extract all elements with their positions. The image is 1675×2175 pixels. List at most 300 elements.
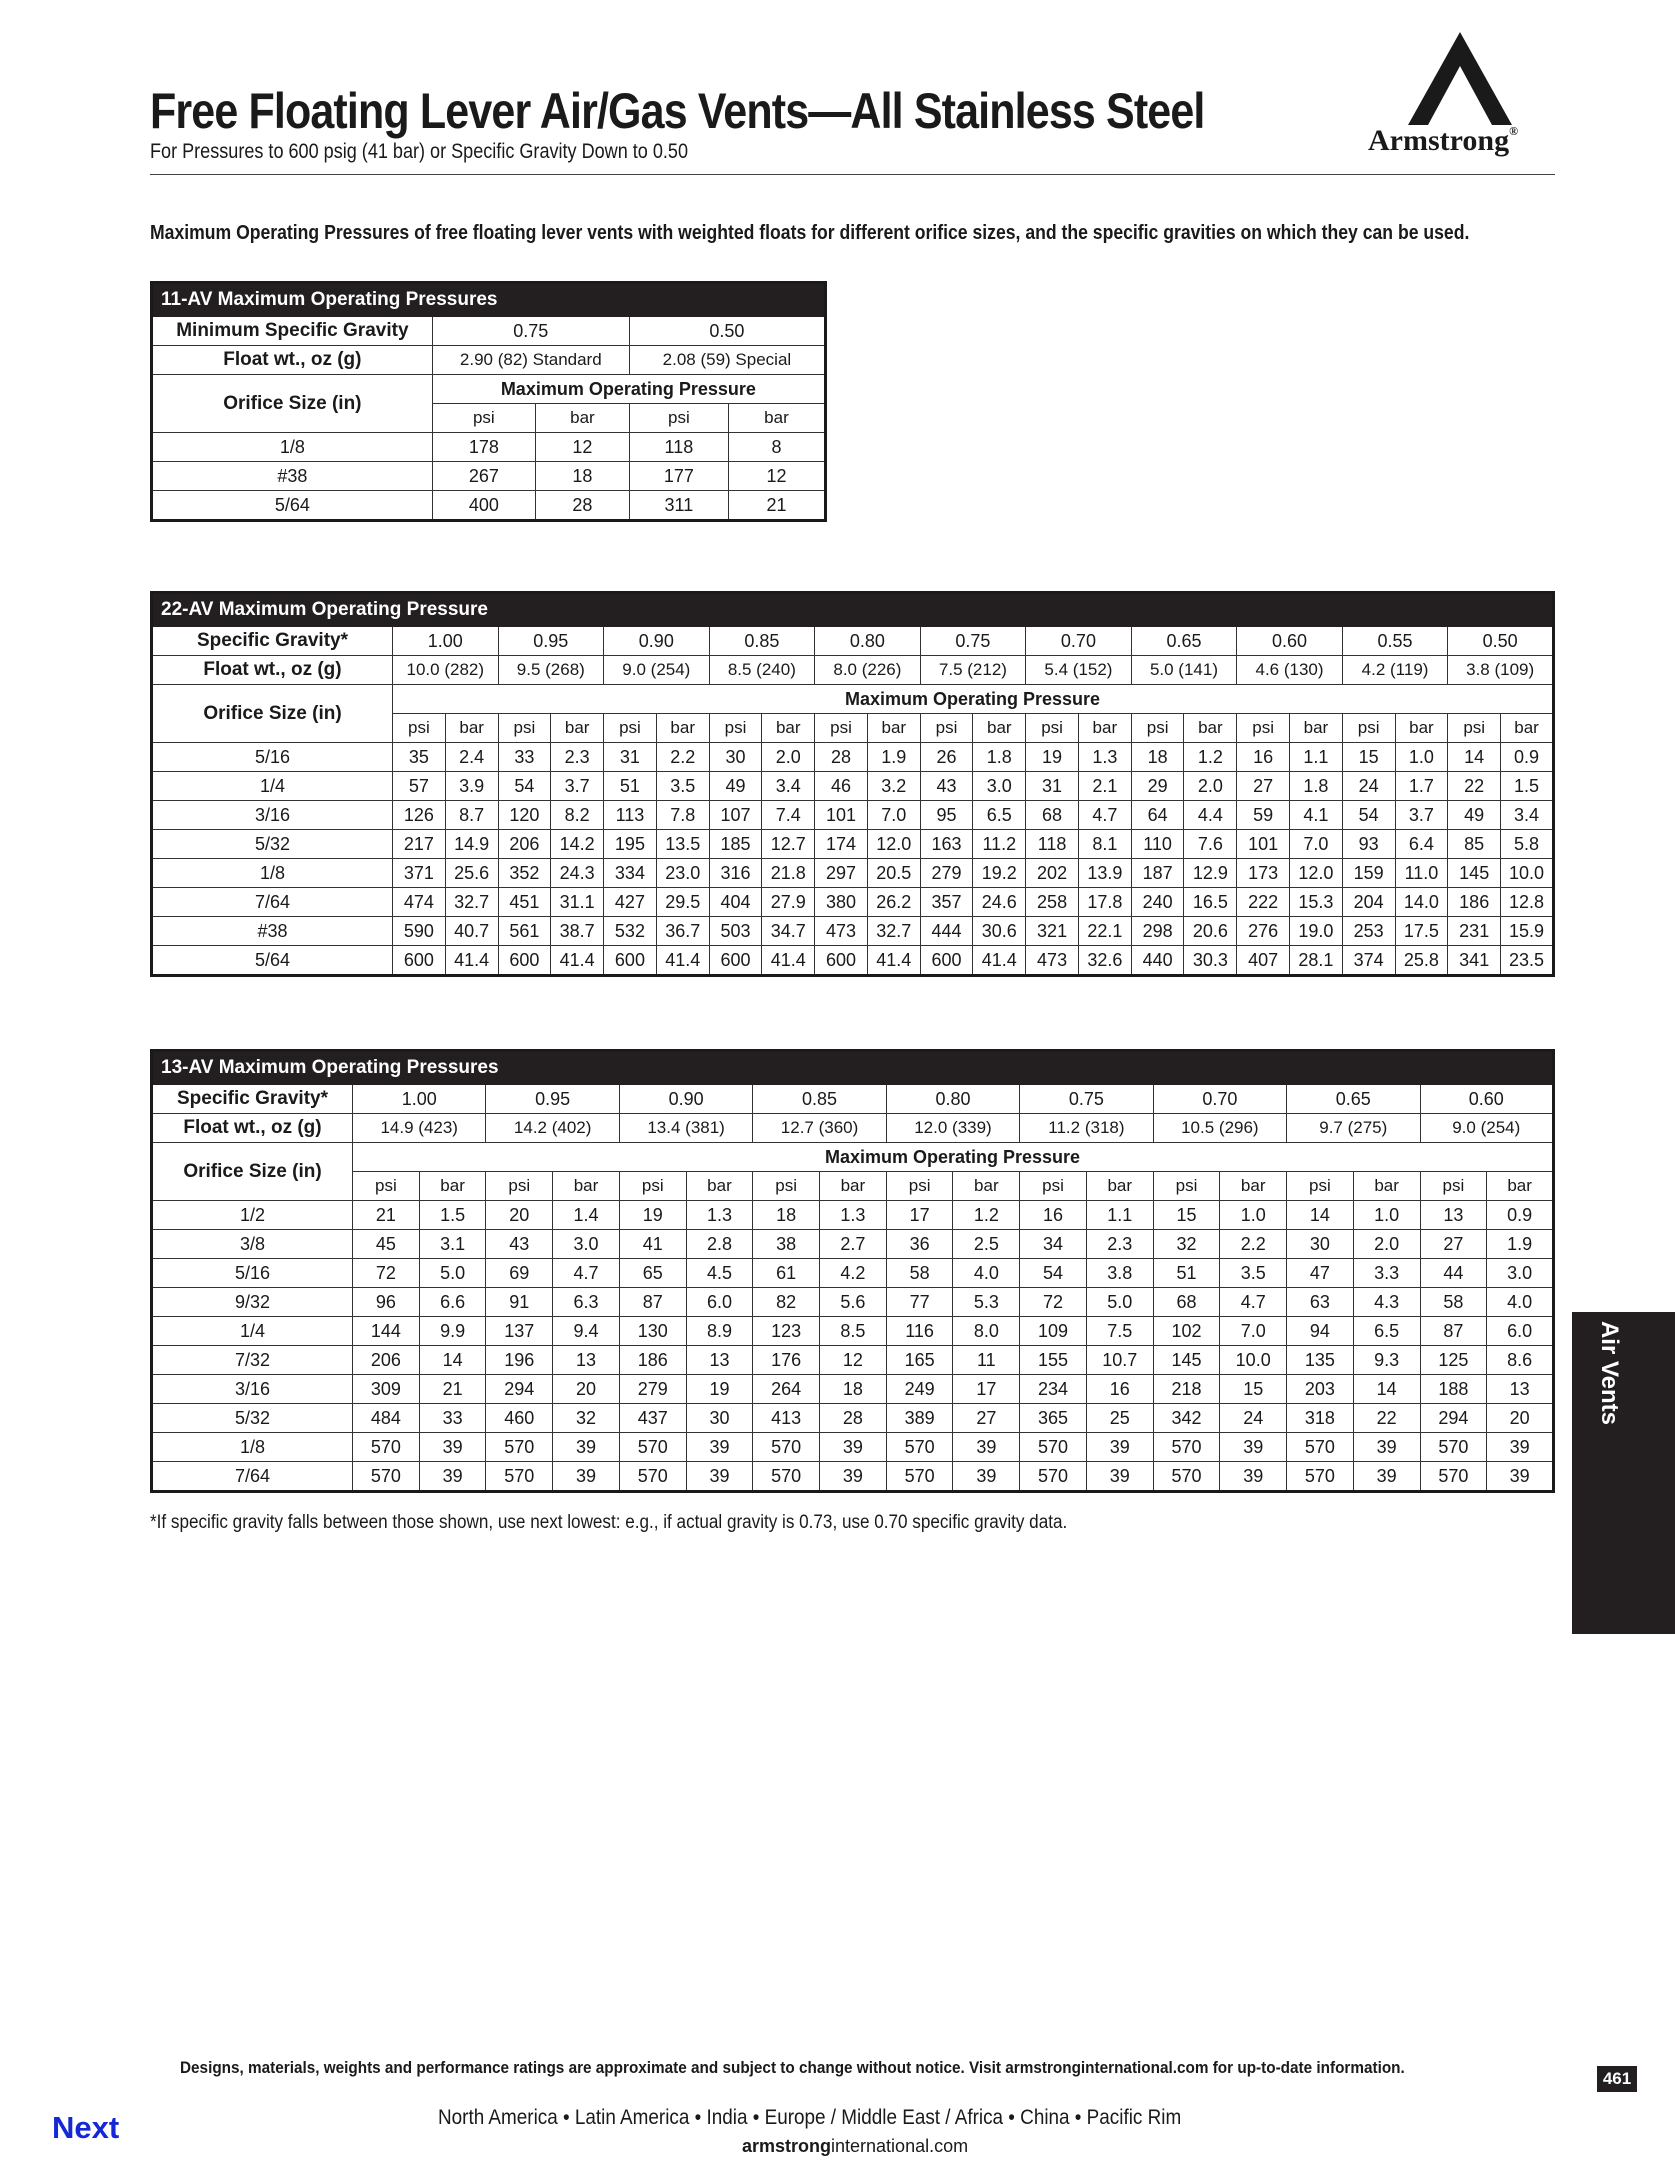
unit-bar: bar (1395, 714, 1448, 743)
psi-cell: 249 (886, 1375, 953, 1404)
bar-cell: 27 (953, 1404, 1020, 1433)
bar-cell: 3.2 (867, 772, 920, 801)
bar-cell: 27.9 (762, 888, 815, 917)
bar-cell: 0.9 (1487, 1201, 1554, 1230)
psi-cell: 176 (753, 1346, 820, 1375)
section-tab[interactable] (1572, 1312, 1675, 1634)
psi-cell: 451 (498, 888, 551, 917)
bar-cell: 7.0 (1290, 830, 1343, 859)
unit-bar: bar (867, 714, 920, 743)
bar-cell: 39 (1086, 1462, 1153, 1492)
bar-cell: 17 (953, 1375, 1020, 1404)
gravity-value: 0.60 (1420, 1085, 1554, 1114)
bar-cell: 3.3 (1353, 1259, 1420, 1288)
psi-cell: 17 (886, 1201, 953, 1230)
psi-cell: 21 (353, 1201, 420, 1230)
psi-cell: 389 (886, 1404, 953, 1433)
footer-regions: North America • Latin America • India • Europe / Middle East / Africa • China • Pacific Rim (438, 2106, 1182, 2129)
psi-cell: 54 (1020, 1259, 1087, 1288)
bar-cell: 6.3 (553, 1288, 620, 1317)
orifice-size-cell: 1/8 (152, 1433, 353, 1462)
orifice-size-cell: 5/16 (152, 743, 393, 772)
float-value: 9.0 (254) (1420, 1114, 1554, 1143)
psi-cell: 28 (815, 743, 868, 772)
psi-cell: 570 (886, 1462, 953, 1492)
gravity-value: 0.50 (629, 317, 825, 346)
gravity-value: 0.75 (432, 317, 629, 346)
unit-bar: bar (656, 714, 709, 743)
table-row (152, 888, 1554, 917)
next-link[interactable]: Next (52, 2110, 120, 2145)
bar-cell: 20.5 (867, 859, 920, 888)
orifice-size-cell: #38 (152, 917, 393, 946)
bar-cell: 11.2 (973, 830, 1026, 859)
gravity-value: 0.70 (1153, 1085, 1286, 1114)
table-row (152, 1346, 1554, 1375)
psi-cell: 204 (1342, 888, 1395, 917)
bar-cell: 3.5 (656, 772, 709, 801)
bar-cell: 2.2 (1220, 1230, 1287, 1259)
psi-cell: 297 (815, 859, 868, 888)
psi-cell: 44 (1420, 1259, 1487, 1288)
orifice-size-cell: 7/64 (152, 1462, 353, 1492)
table-row (152, 946, 1554, 976)
psi-cell: 570 (1153, 1462, 1220, 1492)
psi-cell: 54 (498, 772, 551, 801)
bar-cell: 3.0 (1487, 1259, 1554, 1288)
table-row (152, 1230, 1554, 1259)
table-row (152, 491, 826, 521)
psi-cell: 125 (1420, 1346, 1487, 1375)
bar-cell: 19.0 (1290, 917, 1343, 946)
bar-cell: 32.7 (867, 917, 920, 946)
bar-cell: 5.0 (1086, 1288, 1153, 1317)
table-row (152, 1404, 1554, 1433)
bar-cell: 13 (553, 1346, 620, 1375)
unit-psi: psi (753, 1172, 820, 1201)
float-value: 14.2 (402) (486, 1114, 619, 1143)
bar-cell: 1.8 (973, 743, 1026, 772)
psi-cell: 365 (1020, 1404, 1087, 1433)
bar-cell: 19 (686, 1375, 753, 1404)
bar-cell: 10.0 (1501, 859, 1554, 888)
psi-cell: 352 (498, 859, 551, 888)
psi-cell: 14 (1448, 743, 1501, 772)
psi-cell: 503 (709, 917, 762, 946)
bar-cell: 3.0 (973, 772, 1026, 801)
bar-cell: 3.0 (553, 1230, 620, 1259)
psi-cell: 18 (753, 1201, 820, 1230)
unit-psi: psi (604, 714, 657, 743)
bar-cell: 1.5 (1501, 772, 1554, 801)
float-value: 8.5 (240) (709, 656, 815, 685)
psi-cell: 600 (920, 946, 973, 976)
unit-bar: bar (728, 404, 825, 433)
psi-cell: 15 (1342, 743, 1395, 772)
bar-cell: 39 (1220, 1462, 1287, 1492)
psi-cell: 294 (486, 1375, 553, 1404)
psi-cell: 460 (486, 1404, 553, 1433)
float-value: 4.6 (130) (1237, 656, 1343, 685)
psi-cell: 123 (753, 1317, 820, 1346)
bar-cell: 41.4 (656, 946, 709, 976)
gravity-label: Specific Gravity* (152, 1085, 353, 1114)
psi-cell: 93 (1342, 830, 1395, 859)
page-number: 461 (1597, 2066, 1637, 2092)
bar-cell: 14 (419, 1346, 486, 1375)
bar-cell: 1.2 (953, 1201, 1020, 1230)
bar-cell: 13 (1487, 1375, 1554, 1404)
unit-bar: bar (1220, 1172, 1287, 1201)
psi-cell: 279 (920, 859, 973, 888)
table-row (152, 1288, 1554, 1317)
psi-cell: 178 (432, 433, 535, 462)
bar-cell: 6.4 (1395, 830, 1448, 859)
psi-cell: 279 (619, 1375, 686, 1404)
bar-cell: 41.4 (867, 946, 920, 976)
bar-cell: 10.0 (1220, 1346, 1287, 1375)
psi-cell: 570 (619, 1433, 686, 1462)
psi-cell: 222 (1237, 888, 1290, 917)
psi-cell: 87 (1420, 1317, 1487, 1346)
website-bold: armstrong (742, 2136, 832, 2156)
psi-cell: 19 (1026, 743, 1079, 772)
psi-cell: 380 (815, 888, 868, 917)
psi-cell: 87 (619, 1288, 686, 1317)
bar-cell: 8.1 (1078, 830, 1131, 859)
psi-cell: 68 (1153, 1288, 1220, 1317)
bar-cell: 2.0 (762, 743, 815, 772)
bar-cell: 7.0 (867, 801, 920, 830)
psi-cell: 82 (753, 1288, 820, 1317)
gravity-value: 0.65 (1131, 627, 1237, 656)
float-value: 4.2 (119) (1342, 656, 1448, 685)
psi-cell: 107 (709, 801, 762, 830)
bar-cell: 3.4 (1501, 801, 1554, 830)
bar-cell: 7.5 (1086, 1317, 1153, 1346)
psi-cell: 374 (1342, 946, 1395, 976)
psi-cell: 20 (486, 1201, 553, 1230)
gravity-value: 0.80 (815, 627, 921, 656)
psi-cell: 484 (353, 1404, 420, 1433)
bar-cell: 24.3 (551, 859, 604, 888)
psi-cell: 30 (1287, 1230, 1354, 1259)
bar-cell: 38.7 (551, 917, 604, 946)
bar-cell: 5.6 (820, 1288, 887, 1317)
psi-cell: 206 (353, 1346, 420, 1375)
psi-cell: 34 (1020, 1230, 1087, 1259)
page-title: Free Floating Lever Air/Gas Vents—All Stainless Steel (150, 83, 1205, 139)
psi-cell: 570 (619, 1462, 686, 1492)
psi-cell: 570 (753, 1433, 820, 1462)
float-value: 2.90 (82) Standard (432, 346, 629, 375)
psi-cell: 51 (1153, 1259, 1220, 1288)
table-row (152, 1259, 1554, 1288)
bar-cell: 39 (553, 1433, 620, 1462)
unit-bar: bar (553, 1172, 620, 1201)
psi-cell: 72 (1020, 1288, 1087, 1317)
table-title: 22-AV Maximum Operating Pressure (152, 593, 1554, 627)
bar-cell: 30.3 (1184, 946, 1237, 976)
float-value: 12.0 (339) (886, 1114, 1019, 1143)
psi-cell: 32 (1153, 1230, 1220, 1259)
table-body (152, 433, 826, 521)
unit-psi: psi (619, 1172, 686, 1201)
psi-cell: 561 (498, 917, 551, 946)
bar-cell: 24 (1220, 1404, 1287, 1433)
bar-cell: 5.8 (1501, 830, 1554, 859)
unit-psi: psi (815, 714, 868, 743)
bar-cell: 1.3 (820, 1201, 887, 1230)
psi-cell: 570 (1420, 1462, 1487, 1492)
bar-cell: 1.0 (1395, 743, 1448, 772)
float-value: 13.4 (381) (619, 1114, 752, 1143)
bar-cell: 12 (820, 1346, 887, 1375)
bar-cell: 1.3 (1078, 743, 1131, 772)
gravity-value: 0.70 (1026, 627, 1132, 656)
table-22av (150, 591, 1555, 977)
psi-cell: 22 (1448, 772, 1501, 801)
psi-cell: 187 (1131, 859, 1184, 888)
table-row (152, 1317, 1554, 1346)
bar-cell: 23.0 (656, 859, 709, 888)
psi-cell: 27 (1237, 772, 1290, 801)
psi-cell: 51 (604, 772, 657, 801)
bar-cell: 4.1 (1290, 801, 1343, 830)
bar-cell: 2.4 (445, 743, 498, 772)
psi-cell: 253 (1342, 917, 1395, 946)
table-row (152, 433, 826, 462)
bar-cell: 9.9 (419, 1317, 486, 1346)
psi-cell: 27 (1420, 1230, 1487, 1259)
orifice-size-cell: 1/8 (152, 859, 393, 888)
unit-bar: bar (820, 1172, 887, 1201)
table-body (152, 1201, 1554, 1492)
gravity-label: Specific Gravity* (152, 627, 393, 656)
float-value: 9.0 (254) (604, 656, 710, 685)
orifice-size-cell: 1/4 (152, 772, 393, 801)
bar-cell: 3.8 (1086, 1259, 1153, 1288)
bar-cell: 32.7 (445, 888, 498, 917)
psi-cell: 24 (1342, 772, 1395, 801)
psi-cell: 173 (1237, 859, 1290, 888)
unit-bar: bar (1184, 714, 1237, 743)
gravity-value: 0.50 (1448, 627, 1554, 656)
bar-cell: 13 (686, 1346, 753, 1375)
bar-cell: 2.7 (820, 1230, 887, 1259)
psi-cell: 203 (1287, 1375, 1354, 1404)
unit-bar: bar (1086, 1172, 1153, 1201)
bar-cell: 6.0 (1487, 1317, 1554, 1346)
bar-cell: 4.4 (1184, 801, 1237, 830)
psi-cell: 217 (393, 830, 446, 859)
gravity-value: 0.60 (1237, 627, 1343, 656)
bar-cell: 7.4 (762, 801, 815, 830)
psi-cell: 427 (604, 888, 657, 917)
bar-cell: 1.2 (1184, 743, 1237, 772)
psi-cell: 110 (1131, 830, 1184, 859)
bar-cell: 16 (1086, 1375, 1153, 1404)
bar-cell: 21.8 (762, 859, 815, 888)
bar-cell: 14 (1353, 1375, 1420, 1404)
psi-cell: 407 (1237, 946, 1290, 976)
float-value: 11.2 (318) (1020, 1114, 1153, 1143)
psi-cell: 57 (393, 772, 446, 801)
psi-cell: 101 (1237, 830, 1290, 859)
unit-psi: psi (629, 404, 728, 433)
page-subtitle: For Pressures to 600 psig (41 bar) or Specific Gravity Down to 0.50 (150, 140, 689, 163)
orifice-size-cell: 5/32 (152, 1404, 353, 1433)
psi-cell: 163 (920, 830, 973, 859)
psi-cell: 590 (393, 917, 446, 946)
gravity-value: 0.90 (604, 627, 710, 656)
float-label: Float wt., oz (g) (152, 656, 393, 685)
table-row (152, 1462, 1554, 1492)
gravity-value: 0.80 (886, 1085, 1019, 1114)
bar-cell: 7.0 (1220, 1317, 1287, 1346)
psi-cell: 49 (709, 772, 762, 801)
bar-cell: 12.0 (1290, 859, 1343, 888)
bar-cell: 25.8 (1395, 946, 1448, 976)
psi-cell: 130 (619, 1317, 686, 1346)
section-tab-label: Air Vents (1596, 1320, 1623, 1426)
psi-cell: 29 (1131, 772, 1184, 801)
unit-psi: psi (1420, 1172, 1487, 1201)
bar-cell: 4.0 (1487, 1288, 1554, 1317)
psi-cell: 91 (486, 1288, 553, 1317)
gravity-value: 0.65 (1287, 1085, 1420, 1114)
gravity-value: 0.75 (920, 627, 1026, 656)
gravity-value: 0.90 (619, 1085, 752, 1114)
psi-cell: 276 (1237, 917, 1290, 946)
psi-cell: 600 (709, 946, 762, 976)
bar-cell: 12 (535, 433, 629, 462)
unit-bar: bar (535, 404, 629, 433)
psi-cell: 400 (432, 491, 535, 521)
bar-cell: 4.7 (1078, 801, 1131, 830)
bar-cell: 1.9 (867, 743, 920, 772)
psi-cell: 116 (886, 1317, 953, 1346)
float-value: 8.0 (226) (815, 656, 921, 685)
bar-cell: 28.1 (1290, 946, 1343, 976)
bar-cell: 4.0 (953, 1259, 1020, 1288)
bar-cell: 14.9 (445, 830, 498, 859)
table-row (152, 801, 1554, 830)
unit-psi: psi (1448, 714, 1501, 743)
bar-cell: 4.7 (1220, 1288, 1287, 1317)
bar-cell: 5.3 (953, 1288, 1020, 1317)
bar-cell: 14.0 (1395, 888, 1448, 917)
unit-psi: psi (1131, 714, 1184, 743)
psi-cell: 334 (604, 859, 657, 888)
bar-cell: 11.0 (1395, 859, 1448, 888)
bar-cell: 39 (1220, 1433, 1287, 1462)
psi-cell: 36 (886, 1230, 953, 1259)
bar-cell: 20 (1487, 1404, 1554, 1433)
psi-cell: 371 (393, 859, 446, 888)
bar-cell: 36.7 (656, 917, 709, 946)
psi-cell: 570 (1420, 1433, 1487, 1462)
orifice-size-cell: 1/2 (152, 1201, 353, 1230)
bar-cell: 40.7 (445, 917, 498, 946)
unit-bar: bar (419, 1172, 486, 1201)
psi-cell: 18 (1131, 743, 1184, 772)
table-row (152, 1433, 1554, 1462)
psi-cell: 570 (1287, 1462, 1354, 1492)
psi-cell: 570 (1020, 1462, 1087, 1492)
bar-cell: 39 (1487, 1462, 1554, 1492)
bar-cell: 9.3 (1353, 1346, 1420, 1375)
psi-cell: 41 (619, 1230, 686, 1259)
psi-cell: 298 (1131, 917, 1184, 946)
psi-cell: 26 (920, 743, 973, 772)
unit-psi: psi (1026, 714, 1079, 743)
bar-cell: 16.5 (1184, 888, 1237, 917)
psi-cell: 195 (604, 830, 657, 859)
psi-cell: 188 (1420, 1375, 1487, 1404)
table-row (152, 830, 1554, 859)
bar-cell: 7.8 (656, 801, 709, 830)
psi-cell: 15 (1153, 1201, 1220, 1230)
float-value: 5.0 (141) (1131, 656, 1237, 685)
orifice-size-cell: 9/32 (152, 1288, 353, 1317)
psi-cell: 64 (1131, 801, 1184, 830)
psi-cell: 321 (1026, 917, 1079, 946)
unit-psi: psi (1287, 1172, 1354, 1201)
psi-cell: 145 (1448, 859, 1501, 888)
bar-cell: 26.2 (867, 888, 920, 917)
table-row (152, 859, 1554, 888)
psi-cell: 19 (619, 1201, 686, 1230)
psi-cell: 264 (753, 1375, 820, 1404)
unit-psi: psi (920, 714, 973, 743)
bar-cell: 8.2 (551, 801, 604, 830)
psi-cell: 159 (1342, 859, 1395, 888)
psi-cell: 600 (498, 946, 551, 976)
float-value: 10.0 (282) (393, 656, 499, 685)
psi-cell: 570 (353, 1462, 420, 1492)
orifice-size-cell: 3/16 (152, 1375, 353, 1404)
bar-cell: 20 (553, 1375, 620, 1404)
float-value: 9.7 (275) (1287, 1114, 1420, 1143)
psi-cell: 155 (1020, 1346, 1087, 1375)
psi-cell: 30 (709, 743, 762, 772)
bar-cell: 2.3 (551, 743, 604, 772)
table-11av (150, 281, 827, 522)
float-label: Float wt., oz (g) (152, 1114, 353, 1143)
psi-cell: 63 (1287, 1288, 1354, 1317)
bar-cell: 30.6 (973, 917, 1026, 946)
psi-cell: 77 (886, 1288, 953, 1317)
bar-cell: 2.1 (1078, 772, 1131, 801)
psi-cell: 240 (1131, 888, 1184, 917)
float-value: 12.7 (360) (753, 1114, 886, 1143)
bar-cell: 39 (820, 1462, 887, 1492)
table-row (152, 743, 1554, 772)
psi-cell: 16 (1020, 1201, 1087, 1230)
psi-cell: 13 (1420, 1201, 1487, 1230)
psi-cell: 309 (353, 1375, 420, 1404)
bar-cell: 23.5 (1501, 946, 1554, 976)
bar-cell: 22 (1353, 1404, 1420, 1433)
psi-cell: 95 (920, 801, 973, 830)
table-13av (150, 1049, 1555, 1493)
bar-cell: 12.7 (762, 830, 815, 859)
unit-psi: psi (1020, 1172, 1087, 1201)
psi-cell: 65 (619, 1259, 686, 1288)
bar-cell: 4.7 (553, 1259, 620, 1288)
registered-mark: ® (1509, 124, 1519, 138)
